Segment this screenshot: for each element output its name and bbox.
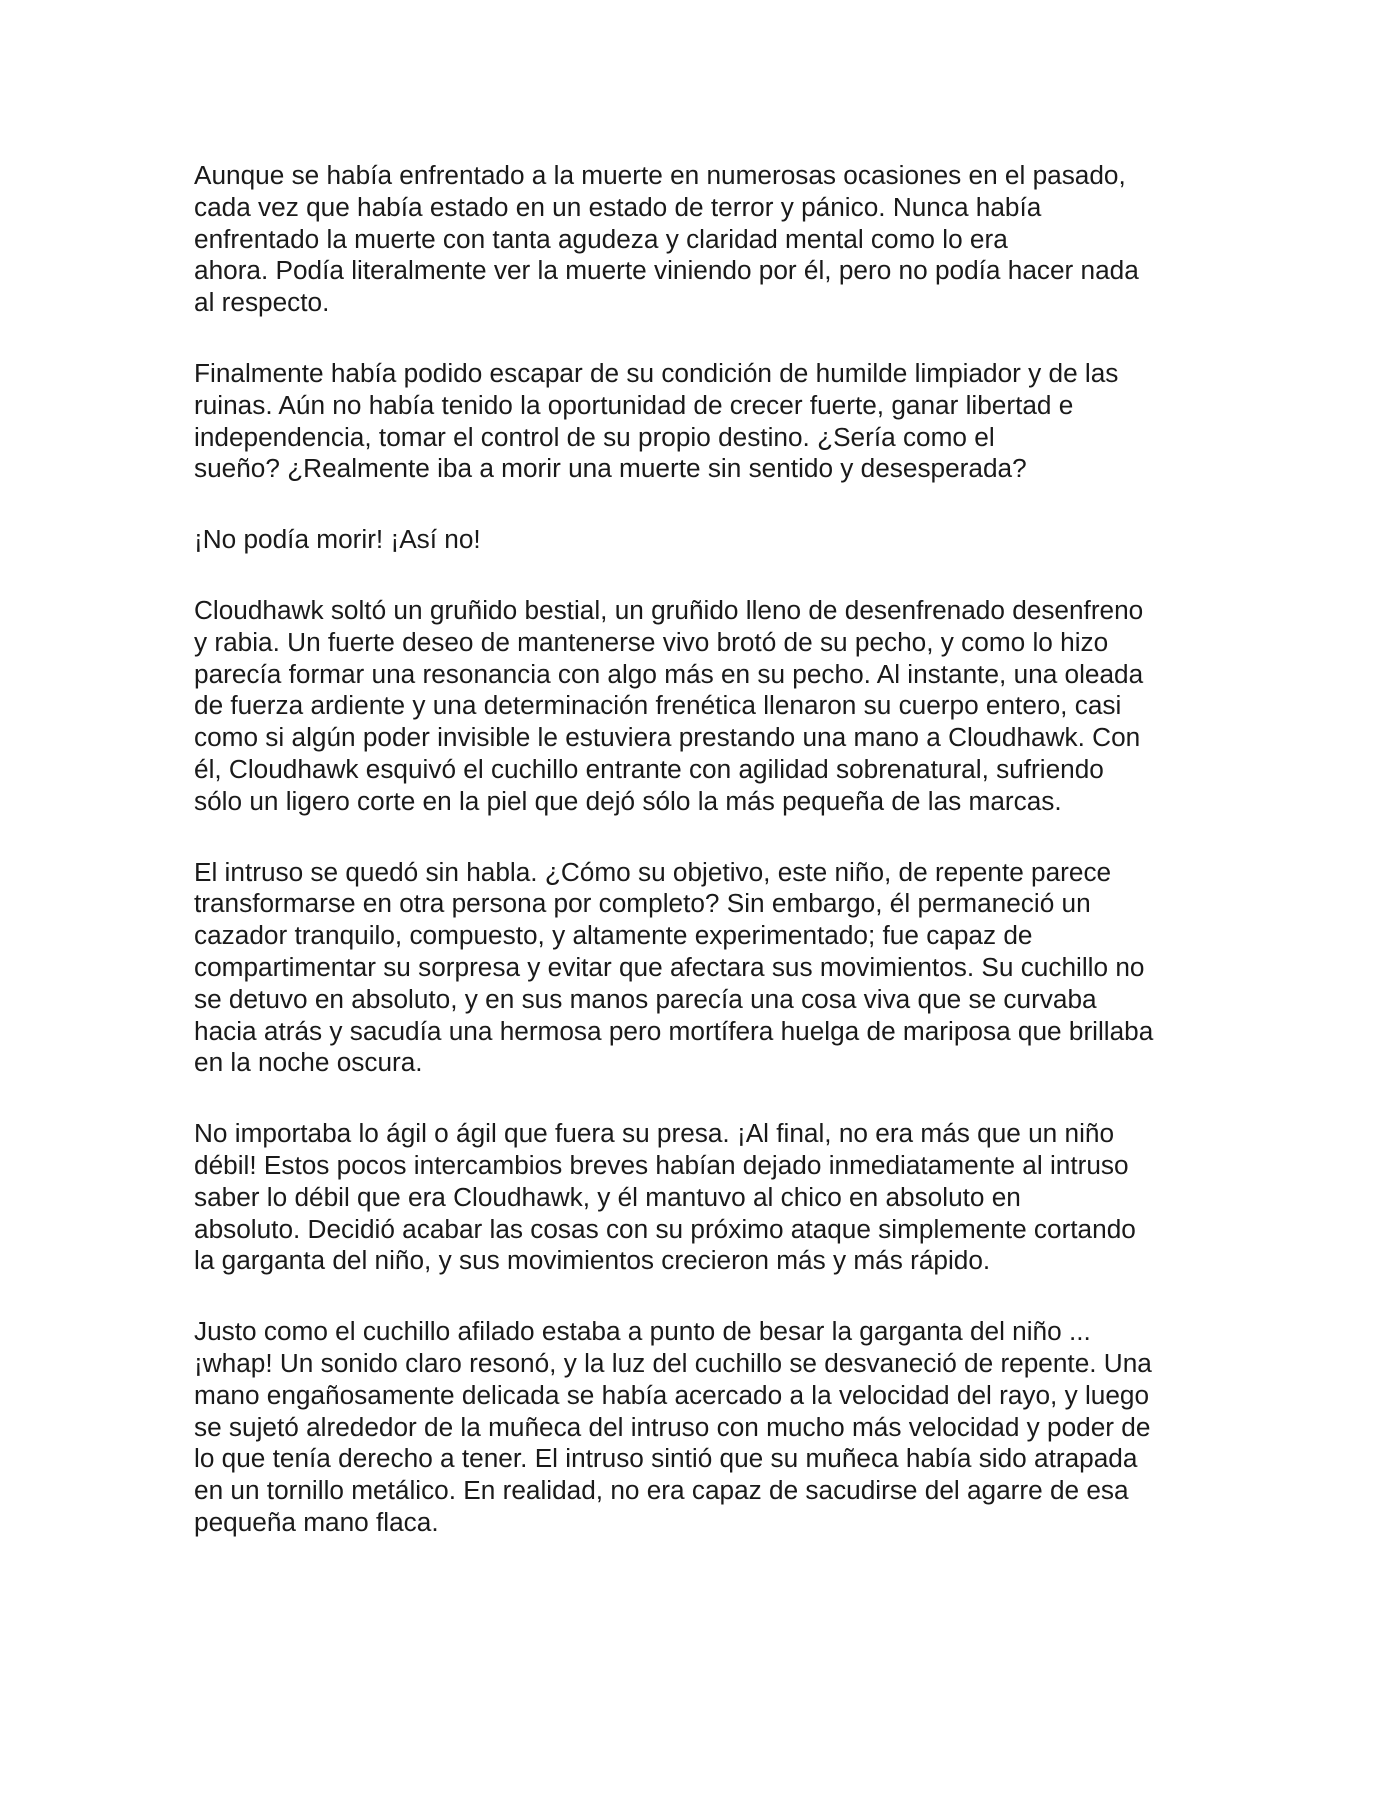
body-text [194, 160, 1214, 1578]
text-line: ruinas. Aún no había tenido la oportunidad de crecer fuerte, ganar libertad e [194, 389, 1074, 420]
paragraph-6 [194, 1118, 1214, 1277]
text-line: se sujetó alrededor de la muñeca del intruso con mucho más velocidad y poder de [194, 1411, 1151, 1442]
text-line: mano engañosamente delicada se había acercado a la velocidad del rayo, y luego [194, 1379, 1150, 1410]
text-line: No importaba lo ágil o ágil que fuera su presa. ¡Al final, no era más que un niño [194, 1118, 1115, 1149]
text-line: se detuvo en absoluto, y en sus manos parecía una cosa viva que se curvaba [194, 983, 1097, 1014]
paragraph-4 [194, 595, 1214, 818]
text-line: en un tornillo metálico. En realidad, no era capaz de sacudirse del agarre de esa [194, 1475, 1129, 1506]
text-line: él, Cloudhawk esquivó el cuchillo entrante con agilidad sobrenatural, sufriendo [194, 753, 1104, 784]
text-line: parecía formar una resonancia con algo más en su pecho. Al instante, una oleada [194, 658, 1144, 689]
paragraph-3 [194, 524, 1214, 556]
text-line: pequeña mano flaca. [194, 1506, 439, 1537]
paragraph-1 [194, 160, 1214, 319]
text-line: en la noche oscura. [194, 1047, 423, 1078]
text-line: como si algún poder invisible le estuviera prestando una mano a Cloudhawk. Con [194, 722, 1141, 753]
text-line: lo que tenía derecho a tener. El intruso sintió que su muñeca había sido atrapada [194, 1443, 1138, 1474]
text-line: saber lo débil que era Cloudhawk, y él mantuvo al chico en absoluto en [194, 1181, 1021, 1212]
text-line: de fuerza ardiente y una determinación frenética llenaron su cuerpo entero, casi [194, 690, 1122, 721]
text-line: ahora. Podía literalmente ver la muerte viniendo por él, pero no podía hacer nada [194, 255, 1139, 286]
paragraph-5 [194, 857, 1214, 1080]
text-line: ¡No podía morir! ¡Así no! [194, 524, 481, 555]
text-line: Cloudhawk soltó un gruñido bestial, un gruñido lleno de desenfrenado desenfreno [194, 594, 1144, 625]
text-line: y rabia. Un fuerte deseo de mantenerse vivo brotó de su pecho, y como lo hizo [194, 626, 1109, 657]
text-line: cazador tranquilo, compuesto, y altamente experimentado; fue capaz de [194, 920, 1033, 951]
text-line: sueño? ¿Realmente iba a morir una muerte sin sentido y desesperada? [194, 453, 1027, 484]
text-line: sólo un ligero corte en la piel que dejó sólo la más pequeña de las marcas. [194, 785, 1062, 816]
text-line: Justo como el cuchillo afilado estaba a punto de besar la garganta del niño ... [194, 1316, 1091, 1347]
text-line: independencia, tomar el control de su propio destino. ¿Sería como el [194, 421, 995, 452]
paragraph-7 [194, 1316, 1214, 1539]
paragraph-2 [194, 358, 1214, 485]
text-line: enfrentado la muerte con tanta agudeza y claridad mental como lo era [194, 223, 1008, 254]
text-line: cada vez que había estado en un estado de terror y pánico. Nunca había [194, 191, 1042, 222]
text-line: ¡whap! Un sonido claro resonó, y la luz del cuchillo se desvaneció de repente. Una [194, 1347, 1152, 1378]
text-line: compartimentar su sorpresa y evitar que afectara sus movimientos. Su cuchillo no [194, 951, 1145, 982]
text-line: al respecto. [194, 287, 330, 318]
text-line: Finalmente había podido escapar de su condición de humilde limpiador y de las [194, 357, 1119, 388]
text-line: El intruso se quedó sin habla. ¿Cómo su objetivo, este niño, de repente parece [194, 856, 1112, 887]
text-line: Aunque se había enfrentado a la muerte en numerosas ocasiones en el pasado, [194, 160, 1126, 190]
text-line: débil! Estos pocos intercambios breves habían dejado inmediatamente al intruso [194, 1149, 1129, 1180]
text-line: transformarse en otra persona por completo? Sin embargo, él permaneció un [194, 888, 1091, 919]
text-line: absoluto. Decidió acabar las cosas con su próximo ataque simplemente cortando [194, 1213, 1136, 1244]
text-line: hacia atrás y sacudía una hermosa pero mortífera huelga de mariposa que brillaba [194, 1015, 1154, 1046]
text-line: la garganta del niño, y sus movimientos crecieron más y más rápido. [194, 1245, 991, 1276]
